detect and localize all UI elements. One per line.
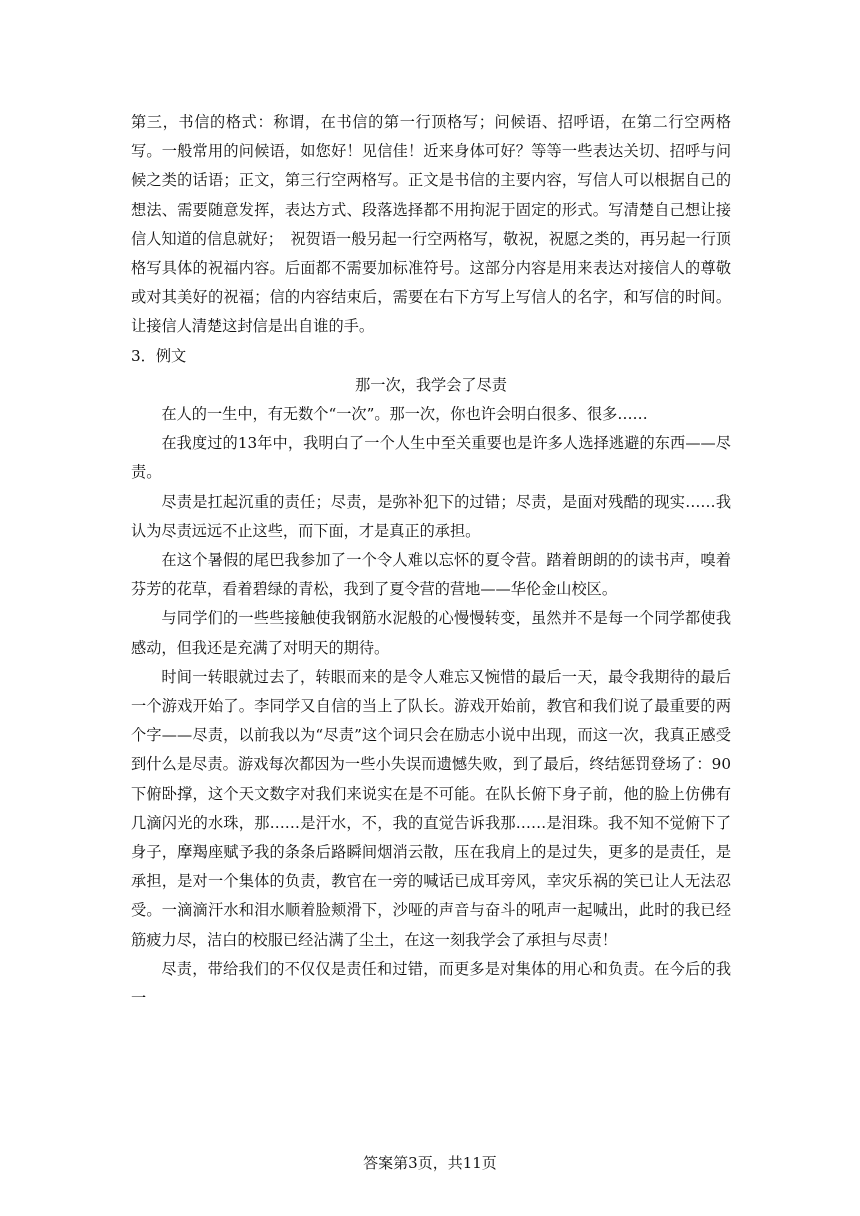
example-heading: 3．例文 <box>131 346 187 365</box>
essay-paragraph: 在我度过的13年中，我明白了一个人生中至关重要也是许多人选择逃避的东西——尽责。 <box>131 434 731 482</box>
essay-paragraph: 尽责，带给我们的不仅仅是责任和过错，而更多是对集体的用心和负责。在今后的我一 <box>131 959 731 1008</box>
page-footer: 答案第3页，共11页 <box>363 1154 497 1172</box>
essay-paragraph: 在人的一生中，有无数个“一次”。那一次，你也许会明白很多、很多…… <box>161 405 648 424</box>
format-paragraph: 第三，书信的格式：称谓，在书信的第一行顶格写；问候语、招呼语，在第二行空两格写。一般常用的问候语，如您好！见信佳！近来身体可好？等等一些表达关切、招呼与问候之类的话语；正文，第三行空两格写。正文是书信的主要内容，写信人可以根据自己的想法、需要随意发挥，表达方式、段落选择都不用拘泥于固定的形式。写清楚自己想让接信人知道的信息就好； 祝贺语一般另起一行空两格写，敬祝，祝愿之类的，再另起一行顶格写具体的祝福内容。后面都不需要加标准符号。这部分内容是用来表达对接信人的尊敬或对其美好的祝福；信的内容结束后，需要在右下方写上写信人的名字，和写信的时间。让接信人清楚这封信是出自谁的手。 <box>131 113 731 336</box>
essay-paragraph: 与同学们的一些些接触使我钢筋水泥般的心慢慢转变，虽然并不是每一个同学都使我感动，但我还是充满了对明天的期待。 <box>131 609 731 657</box>
essay-paragraph: 在这个暑假的尾巴我参加了一个令人难以忘怀的夏令营。踏着朗朗的的读书声，嗅着芬芳的花草，看着碧绿的青松，我到了夏令营的营地——华伦金山校区。 <box>131 551 731 599</box>
document-page <box>131 108 731 1013</box>
essay-paragraph: 尽责是扛起沉重的责任；尽责，是弥补犯下的过错；尽责，是面对残酷的现实……我认为尽责远远不止这些，而下面，才是真正的承担。 <box>131 492 731 540</box>
essay-paragraph: 时间一转眼就过去了，转眼而来的是令人难忘又惋惜的最后一天，最令我期待的最后一个游戏开始了。李同学又自信的当上了队长。游戏开始前，教官和我们说了最重要的两个字——尽责，以前我以为“尽责”这个词只会在励志小说中出现，而这一次，我真正感受到什么是尽责。游戏每次都因为一些小失误而遗憾失败，到了最后，终结惩罚登场了：90下俯卧撑，这个天文数字对我们来说实在是不可能。在队长俯下身子前，他的脸上仿佛有几滴闪光的水珠，那……是汗水，不，我的直觉告诉我那……是泪珠。我不知不觉俯下了身子，摩羯座赋予我的条条后路瞬间烟消云散，压在我肩上的是过失，更多的是责任，是承担，是对一个集体的负责，教官在一旁的喊话已成耳旁风，幸灾乐祸的笑已让人无法忍受。一滴滴汗水和泪水顺着脸颊滑下，沙哑的声音与奋斗的吼声一起喊出，此时的我已经筋疲力尽，洁白的校服已经沾满了尘土，在这一刻我学会了承担与尽责！ <box>131 667 731 949</box>
essay-title: 那一次，我学会了尽责 <box>355 375 507 394</box>
